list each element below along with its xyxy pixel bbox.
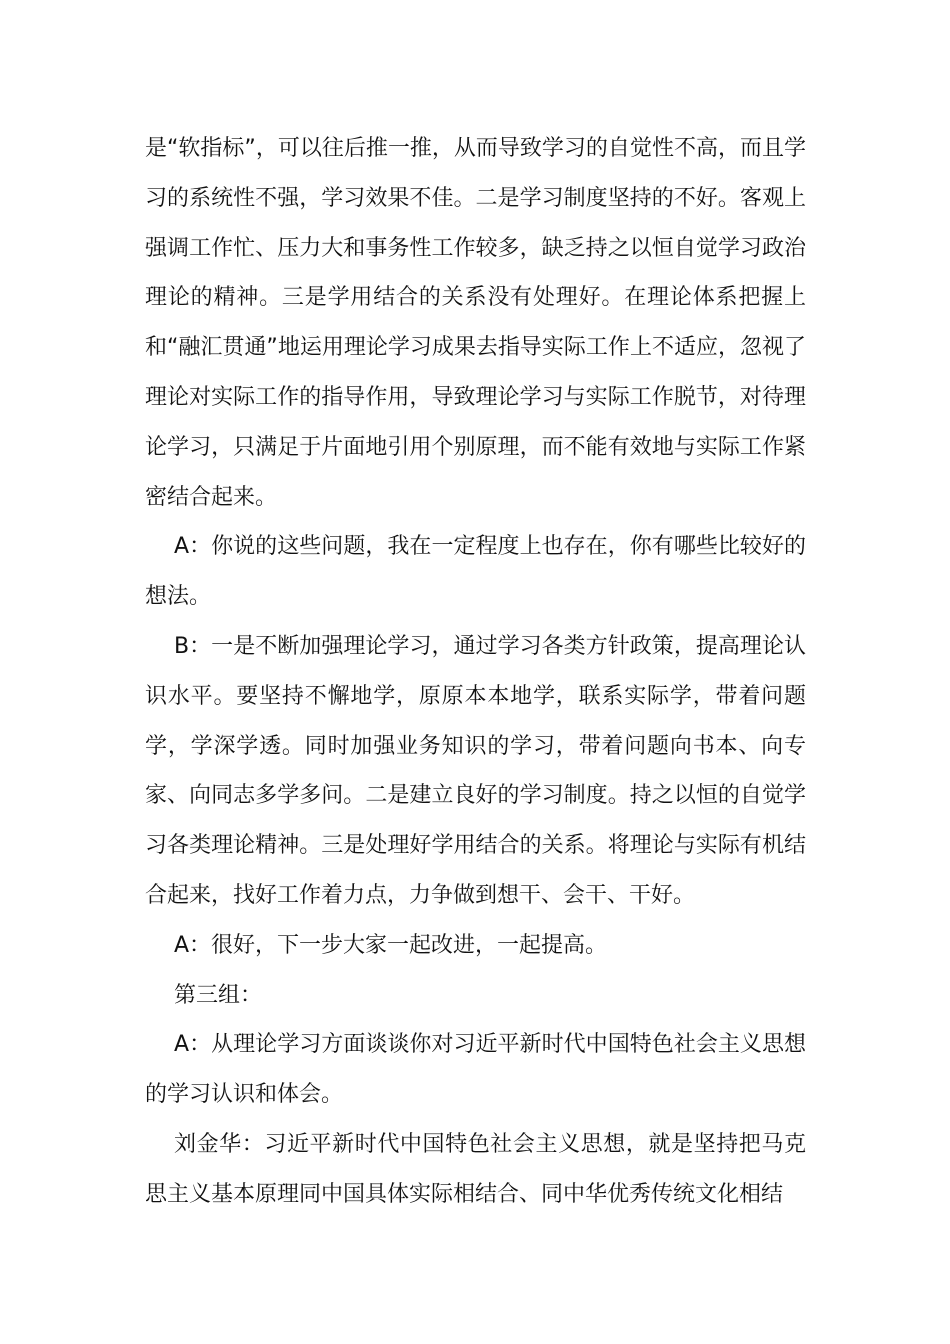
paragraph-1: 是“软指标”，可以往后推一推，从而导致学习的自觉性不高，而且学习的系统性不强，学习效果不佳。二是学习制度坚持的不好。客观上强调工作忙、压力大和事务性工作较多，缺乏持之以恒自觉学习政治理论的精神。三是学用结合的关系没有处理好。在理论体系把握上和“融汇贯通”地运用理论学习成果去指导实际工作上不适应，忽视了理论对实际工作的指导作用，导致理论学习与实际工作脱节，对待理论学习，只满足于片面地引用个别原理，而不能有效地与实际工作紧密结合起来。 bbox=[145, 136, 806, 510]
paragraph-2: A：你说的这些问题，我在一定程度上也存在，你有哪些比较好的想法。 bbox=[145, 534, 806, 610]
paragraph-4: A：很好，下一步大家一起改进，一起提高。 bbox=[174, 932, 608, 958]
paragraph-7: 刘金华：习近平新时代中国特色社会主义思想，就是坚持把马克思主义基本原理同中国具体实际相结合、同中华优秀传统文化相结 bbox=[145, 1131, 806, 1207]
paragraph-5: 第三组： bbox=[174, 982, 263, 1008]
document-body bbox=[145, 124, 806, 1220]
paragraph-3: B：一是不断加强理论学习，通过学习各类方针政策，提高理论认识水平。要坚持不懈地学，原原本本地学，联系实际学，带着问题学，学深学透。同时加强业务知识的学习，带着问题向书本、向专家、向同志多学多问。二是建立良好的学习制度。持之以恒的自觉学习各类理论精神。三是处理好学用结合的关系。将理论与实际有机结合起来，找好工作着力点，力争做到想干、会干、干好。 bbox=[145, 633, 806, 908]
paragraph-6: A：从理论学习方面谈谈你对习近平新时代中国特色社会主义思想的学习认识和体会。 bbox=[145, 1032, 806, 1108]
